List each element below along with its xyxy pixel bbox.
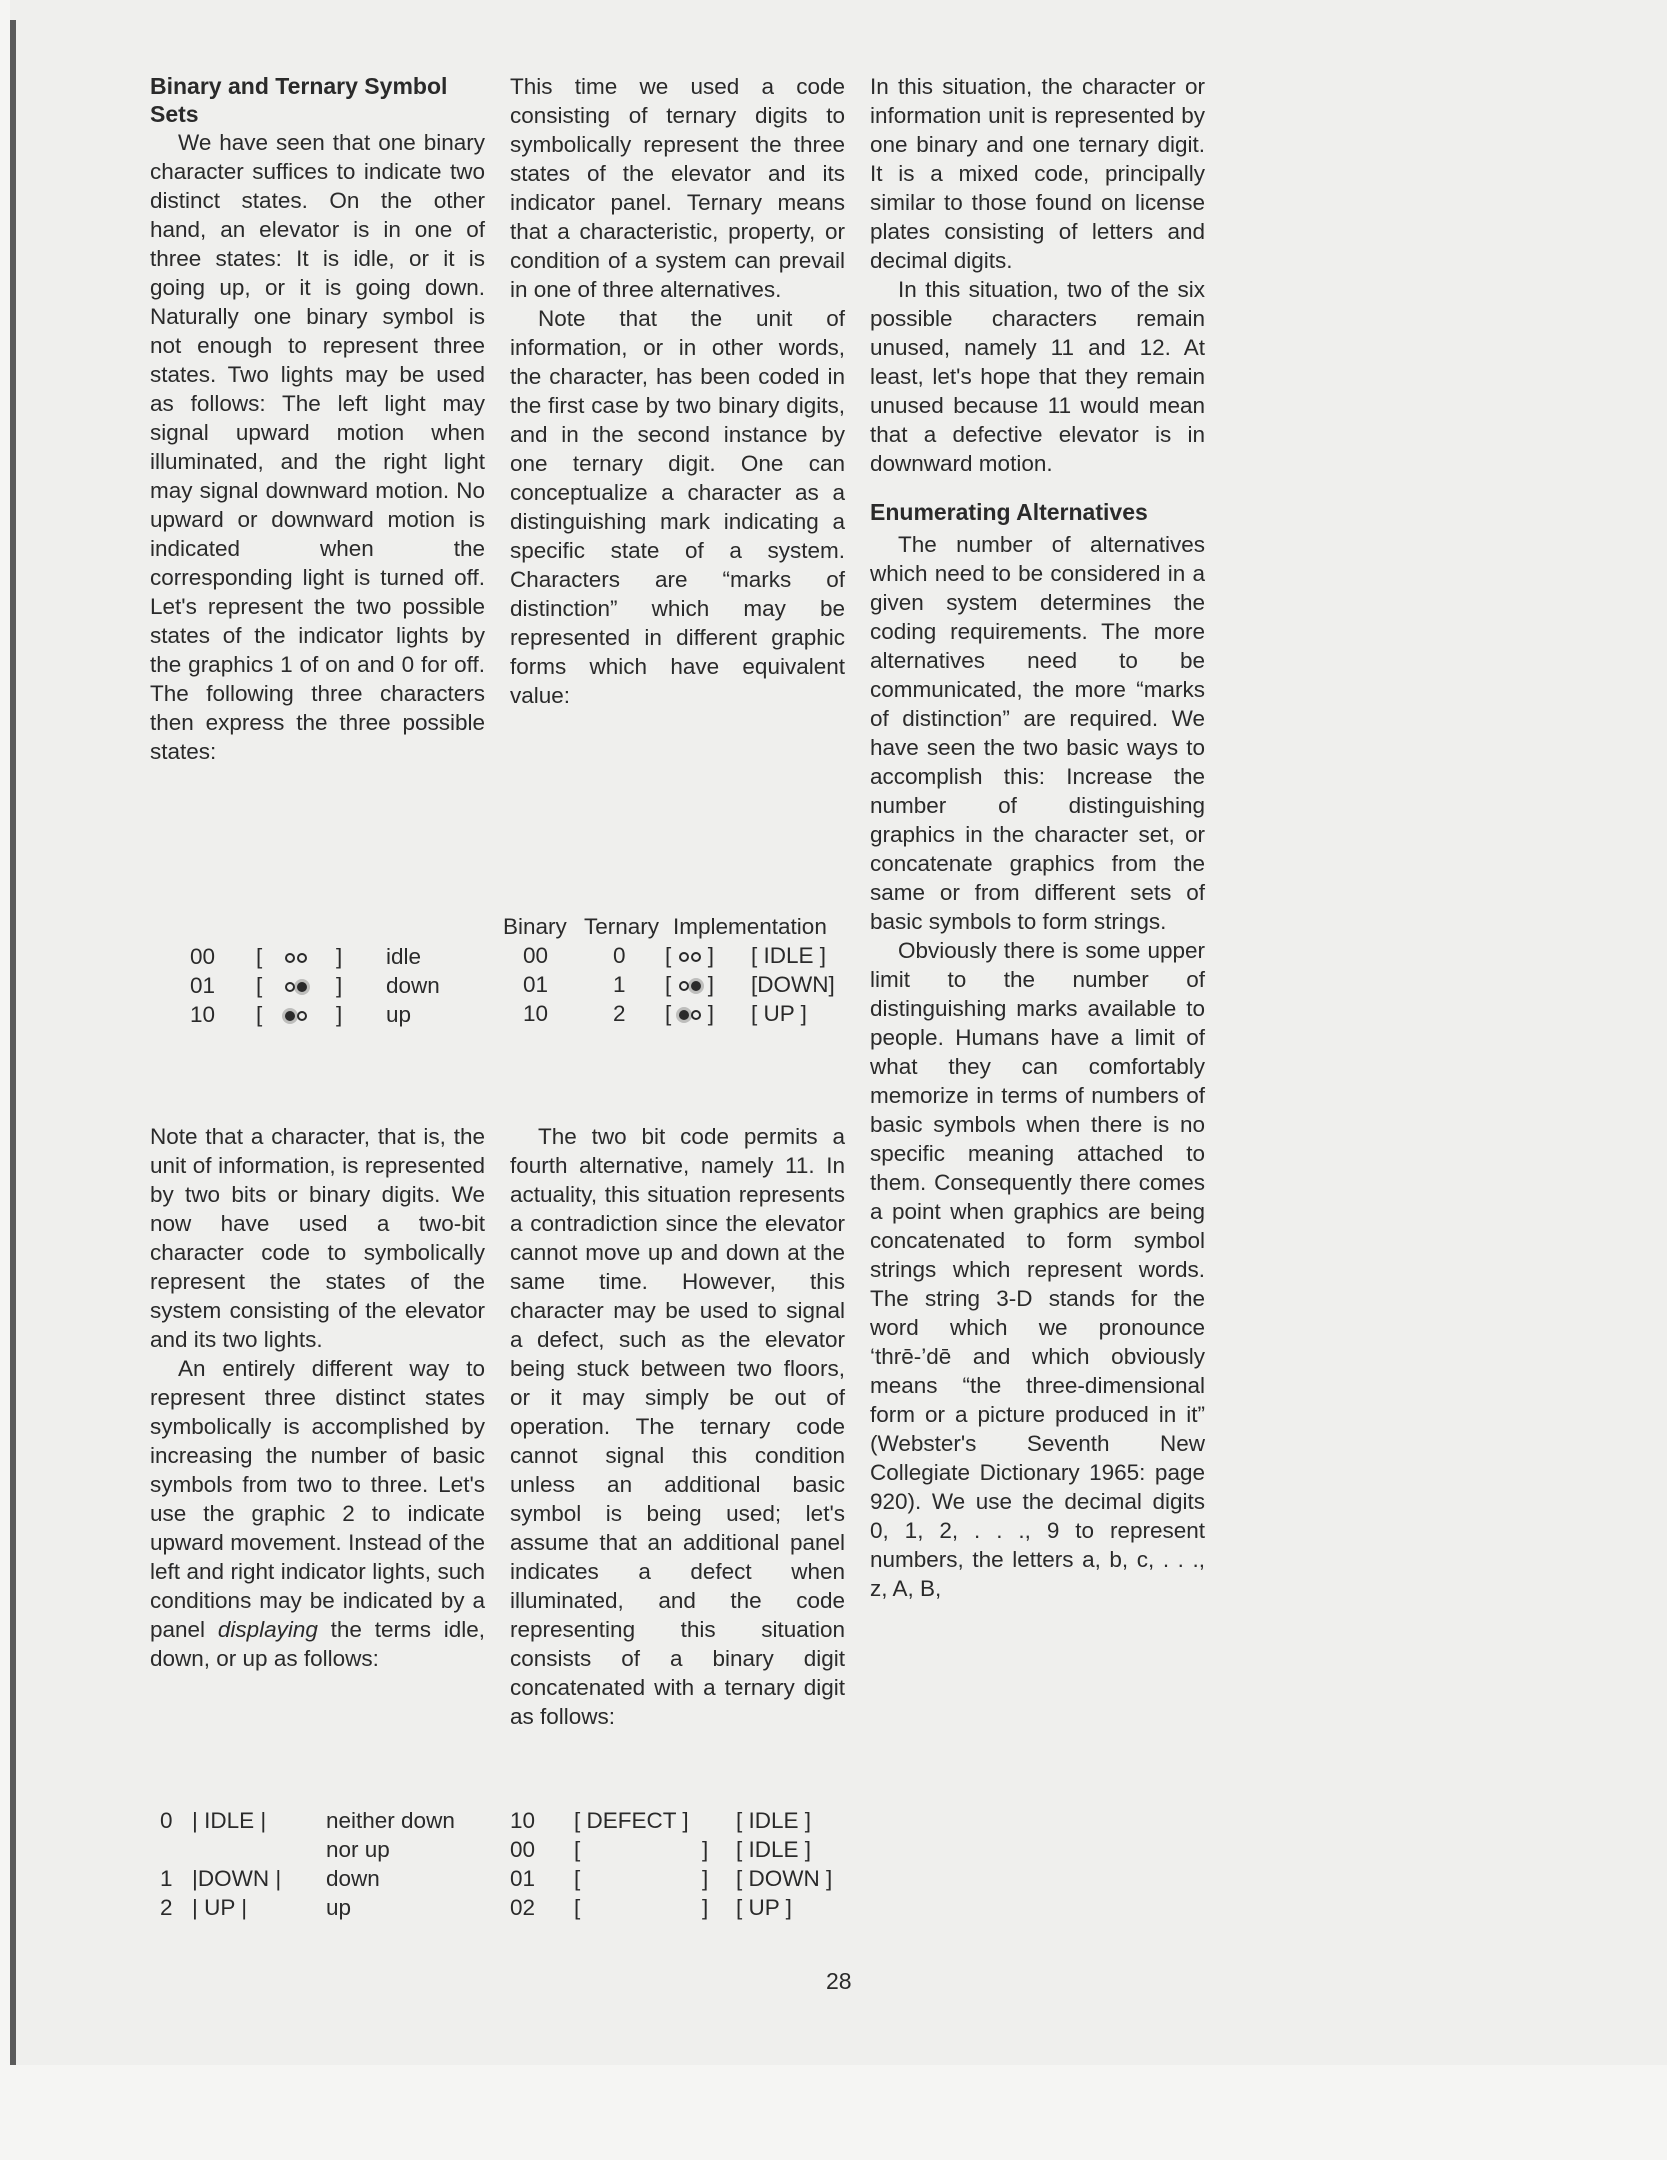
page-number: 28: [826, 1968, 852, 1994]
paragraph: An entirely different way to represent three distinct states symbolically is accomplished by increasing the number of basic symbols from two to three. Let's use the graphic 2 to indicate upward movement. Instead of the left and right indicator lights, such conditions may be indicated by a panel displaying the terms idle, down, or up as follows:: [150, 1356, 485, 1671]
column-1-lower: [150, 1122, 485, 1673]
column-1: [150, 72, 485, 766]
lamp-off-icon: [297, 953, 307, 963]
lamp-off-icon: [691, 1010, 701, 1020]
column-2-lower: [510, 1122, 845, 1731]
lamp-off-icon: [285, 953, 295, 963]
lamp-on-icon: [691, 981, 701, 991]
paragraph: In this situation, two of the six possible characters remain unused, namely 11 and 12. At least, let's hope that they remain unused because 11 would mean that a defective elevator is in downward motion.: [870, 277, 1205, 476]
section-heading-binary-ternary: Binary and Ternary Symbol Sets: [150, 73, 448, 127]
lamp-on-icon: [679, 1010, 689, 1020]
lamp-on-icon: [285, 1011, 295, 1021]
lamp-on-icon: [297, 982, 307, 992]
lamp-off-icon: [285, 982, 295, 992]
lamp-off-icon: [679, 981, 689, 991]
paragraph: Note that the unit of information, or in other words, the character, has been coded in the first case by two binary digits, and in the second instance by one ternary digit. One can conceptualize a character as a distinguishing mark indicating a specific state of a system. Characters are “marks of distinction” which may be represented in different graphic forms which have equivalent value:: [510, 306, 845, 708]
lamps-off-on: [284, 971, 308, 1000]
binding-edge: [10, 20, 16, 2065]
lamp-off-icon: [297, 1011, 307, 1021]
lamps-on-off: [284, 1000, 308, 1029]
paragraph: In this situation, the character or information unit is represented by one binary and one ternary digit. It is a mixed code, principally similar to those found on license plates consisting of letters and decimal digits.: [870, 74, 1205, 273]
paragraph: We have seen that one binary character suffices to indicate two distinct states. On the other hand, an elevator is in one of three states: It is idle, or it is going up, or it is going down. Naturally one binary symbol is not enough to represent three states. Two lights may be used as follows: The left light may signal upward motion when illuminated, and the right light may signal downward motion. No upward or downward motion is indicated when the corresponding light is turned off. Let's represent the two possible states of the indicator lights by the graphics 1 of on and 0 for off. The following three characters then express the three possible states:: [150, 130, 485, 764]
lamps-on-off: [ ]: [665, 1001, 715, 1026]
paragraph: Note that a character, that is, the unit of information, is represented by two bits or binary digits. We now have used a two-bit character code to symbolically represent the states of the system consisting of the elevator and its two lights.: [150, 1124, 485, 1352]
paragraph: This time we used a code consisting of ternary digits to symbolically represent the three states of the elevator and its indicator panel. Ternary means that a characteristic, property, or condition of a system can prevail in one of three alternatives.: [510, 74, 845, 302]
lamp-off-icon: [679, 952, 689, 962]
lamps-off-off: [ ]: [665, 943, 715, 968]
column-2: [510, 72, 845, 710]
column-3: [870, 72, 1205, 1603]
paragraph: The two bit code permits a fourth alternative, namely 11. In actuality, this situation represents a contradiction since the elevator cannot move up and down at the same time. However, this character may be used to signal a defect, such as the elevator being stuck between two floors, or it may simply be out of operation. The ternary code cannot signal this condition unless an additional basic symbol is being used; let's assume that an additional panel indicates a defect when illuminated, and the code representing this situation consists of a binary digit concatenated with a ternary digit as follows:: [510, 1124, 845, 1729]
paragraph: The number of alternatives which need to be considered in a given system determines the coding requirements. The more alternatives need to be communicated, the more “marks of distinction” are required. We have seen the two basic ways to accomplish this: Increase the number of distinguishing graphics in the character set, or concatenate graphics from the same or from different sets of basic symbols to form strings.: [870, 532, 1205, 934]
paragraph: Obviously there is some upper limit to the number of distinguishing marks available to people. Humans have a limit of what they can comfortably memorize in terms of numbers of basic symbols when there is no specific meaning attached to them. Consequently there comes a point when graphics are being concatenated to form symbol strings which represent words. The string 3-D stands for the word which we pronounce ‘thrē-’dē and which obviously means “the three-dimensional form or a picture produced in it” (Webster's Seventh New Collegiate Dictionary 1965: page 920). We use the decimal digits 0, 1, 2, . . ., 9 to represent numbers, the letters a, b, c, . . ., z, A, B,: [870, 938, 1205, 1601]
lamps-off-on: [ ]: [665, 972, 715, 997]
section-heading-enumerating: Enumerating Alternatives: [870, 499, 1148, 525]
lamps-off-off: [284, 942, 308, 971]
lamp-off-icon: [691, 952, 701, 962]
